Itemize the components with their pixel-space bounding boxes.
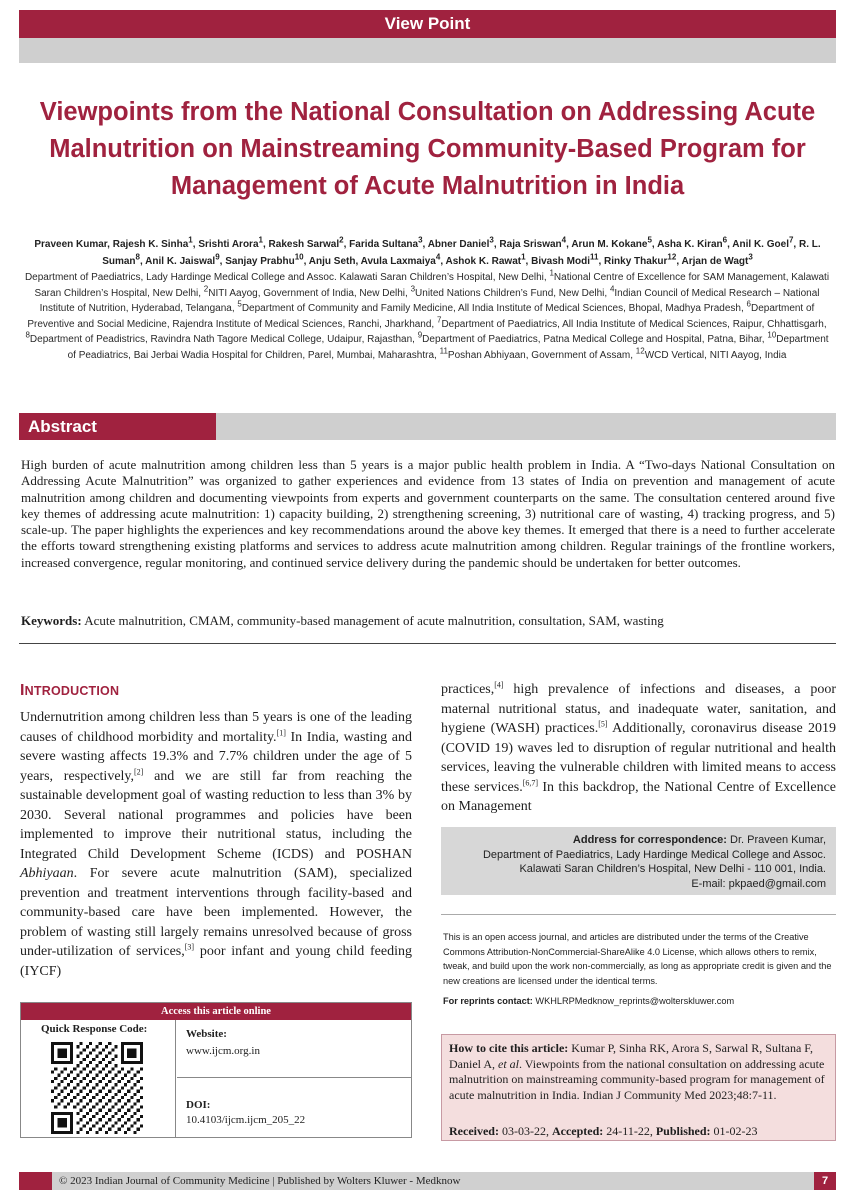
affiliation-item: Indian Council of Medical Research – National Institute of Nutrition, Hyderabad, Telangana, — [39, 287, 820, 315]
page-number: 7 — [814, 1172, 836, 1190]
affiliation-item: Department of Paediatrics, Patna Medical College and Hospital, Patna, Bihar, — [422, 334, 768, 346]
author-name: Anju Seth — [308, 256, 356, 267]
author-name: Raja Sriswan — [499, 239, 562, 250]
affiliation-item: Department of Preventive and Social Medicine, Rajendra Institute of Medical Sciences, Ranchi, Jharkhand, — [27, 303, 815, 330]
citation-ref[interactable]: [5] — [598, 719, 608, 729]
qr-cell — [21, 1020, 176, 1137]
correspondence-box: Address for correspondence: Dr. Praveen Kumar, Department of Paediatrics, Lady Hardinge Medical College and Assoc. Kalawati Saran Children’s Hospital, New Delhi - 110 001, India. E-mail: pkpaed@gmail.com — [441, 827, 836, 895]
affiliation-item: National Centre of Excellence for SAM Management, Kalawati Saran Children’s Hospital, New Delhi, — [34, 272, 830, 299]
affiliation-item: NITI Aayog, Government of India, New Delhi, — [208, 287, 411, 299]
divider — [19, 643, 836, 644]
affiliation-list: Department of Paediatrics, Lady Hardinge Medical College and Assoc. Kalawati Saran Children’s Hospital, New Delhi, $^1$National Centre of Excellence for SAM Management, Kalawati Saran Children’s Hospital, New Delhi, $^2$NITI Aayog, Government of India, New Delhi, $^3$United Nations Children’s Fund, New Delhi, $^4$Indian Council of Medical Research – National Institute of Nutrition, Hyderabad, Telangana, $^5$Department of Community and Family Medicine, All India Institute of Medical Sciences, Bhopal, Madhya Pradesh, $^6$Department of Preventive and Social Medicine, Rajendra Institute of Medical Sciences, Ranchi, Jharkhand, $^7$Department of Paediatrics, All India Institute of Medical Sciences, Raipur, Chhattisgarh, $^8$Department of Peadistrics, Ravindra Nath Tagore Medical College, Udaipur, Rajasthan, $^9$Department of Paediatrics, Patna Medical College and Hospital, Patna, Bihar, $^{10}$Department of Peadiatrics, Bai Jerbai Wadia Hospital for Children, Parel, Mumbai, Maharashtra, $^{11}$Poshan Abhiyaan, Government of Assam, $^{12}$WCD Vertical, NITI Aayog, India — [24, 268, 830, 361]
author-name: Ashok K. Rawat — [445, 256, 522, 267]
citation-box: How to cite this article: Kumar P, Sinha RK, Arora S, Sarwal R, Sultana F, Daniel A, et al. Viewpoints from the national consultation on addressing acute malnutrition on mainstreaming community-based program for management of acute malnutrition in India. Indian J Community Med 2023;48:7-11. Received: 03-03-22, Accepted: 24-11-22, Published: 01-02-23 — [441, 1034, 836, 1141]
intro-right-column: practices,[4] high prevalence of infections and diseases, a poor maternal nutritional status, and inadequate water, sanitation, and hygiene (WASH) practices.[5] Additionally, coronavirus disease 2019 (COVID 19) waves led to disruption of regular nutritional and health services, leaving the vulnerable children with limited means to access these services.[6,7] In this backdrop, the National Centre of Excellence on Management — [441, 680, 837, 814]
affiliation-item: Department of Paediatrics, Lady Hardinge Medical College and Assoc. Kalawati Saran Children’s Hospital, New Delhi, — [24, 272, 550, 283]
author-name: Arun M. Kokane — [571, 239, 648, 250]
access-box-header: Access this article online — [21, 1003, 411, 1020]
keywords — [21, 613, 835, 629]
keywords-label: Keywords: — [21, 613, 82, 628]
reprints-contact: For reprints contact: WKHLRPMedknow_reprints@wolterskluwer.com — [443, 996, 735, 1006]
citation-ref[interactable]: [6,7] — [522, 777, 539, 787]
license-text: This is an open access journal, and articles are distributed under the terms of the Creative Commons Attribution‑NonCommercial‑ShareAlike 4.0 License, which allows others to remix, tweak, and build upon the work non‑commercially, as long as appropriate credit is given and the new creations are licensed under the identical terms. — [443, 932, 832, 986]
author-name: Rakesh Sarwal — [268, 239, 340, 250]
keywords-text: Acute malnutrition, CMAM, community-based management of acute malnutrition, consultation, SAM, wasting — [84, 613, 664, 628]
author-name: R. L. Suman — [102, 239, 821, 267]
author-name: Asha K. Kiran — [657, 239, 723, 250]
article-dates: Received: 03-03-22, Accepted: 24-11-22, Published: 01-02-23 — [449, 1124, 758, 1138]
access-online-box — [20, 1002, 412, 1138]
intro-left-column: Undernutrition among children less than 5 years is one of the leading causes of childhood morbidity and mortality.[1] In India, wasting and severe wasting affects 19.3% and 7.7% children under the age of 5 years, respectively,[2] and we are still far from reaching the sustainable development goal of wasting reduction to less than 3% by 2030. Several national programmes and policies have been implemented to improve their nutritional status, including the Integrated Child Development Scheme (ICDS) and POSHAN Abhiyaan. For severe acute malnutrition (SAM), specialized prevention and treatment interventions through facility-based and community-based care have been implemented. However, the problem of wasting still largely remains unresolved because of gross under-utilization of services,[3] poor infant and young child feeding (IYCF) — [20, 710, 412, 979]
citation-ref[interactable]: [3] — [184, 942, 195, 952]
affiliation-item: Department of Peadiatrics, Bai Jerbai Wadia Hospital for Children, Parel, Mumbai, Maharashtra, — [67, 334, 829, 361]
cite-label: How to cite this article: — [449, 1041, 569, 1055]
correspondence-label: Address for correspondence: — [572, 834, 727, 846]
author-name: Anil K. Jaiswal — [145, 256, 216, 267]
author-name: Anil K. Goel — [732, 239, 789, 250]
page-footer — [19, 1172, 836, 1190]
abstract-bar — [19, 413, 836, 440]
affiliation-item: Department of Paediatrics, All India Institute of Medical Sciences, Raipur, Chhattisgarh, — [441, 318, 827, 330]
affiliation-item: Department of Community and Family Medicine, All India Institute of Medical Sciences, Bhopal, Madhya Pradesh, — [241, 303, 747, 315]
author-name: Avula Laxmaiya — [360, 256, 436, 267]
affiliation-item: United Nations Children’s Fund, New Delhi, — [415, 287, 610, 299]
footer-copyright: © 2023 Indian Journal of Community Medicine | Published by Wolters Kluwer - Medknow — [59, 1175, 461, 1187]
author-name: Rajesh K. Sinha — [112, 239, 189, 250]
author-name: Praveen Kumar — [34, 239, 108, 250]
section-banner — [19, 10, 836, 38]
footer-accent — [19, 1172, 52, 1190]
abstract-heading: Abstract — [19, 413, 216, 440]
author-name: Arjan de Wagt — [681, 256, 749, 267]
author-name: Farida Sultana — [349, 239, 419, 250]
reprints-email[interactable]: WKHLRPMedknow_reprints@wolterskluwer.com — [532, 996, 735, 1006]
citation-ref[interactable]: [1] — [276, 727, 286, 737]
qr-code-icon[interactable] — [51, 1042, 143, 1134]
author-name: Bivash Modi — [531, 256, 591, 267]
citation-ref[interactable]: [2] — [134, 766, 144, 776]
author-name: Abner Daniel — [427, 239, 490, 250]
website-cell — [177, 1020, 411, 1078]
qr-label: Quick Response Code: — [41, 1023, 148, 1035]
affiliation-item: Poshan Abhiyaan, Government of Assam, — [447, 349, 636, 361]
banner-grey-band — [19, 38, 836, 63]
abstract-text: High burden of acute malnutrition among children less than 5 years is a major public health problem in India. A “Two-days National Consultation on Addressing Acute Malnutrition” was organized to gather experiences and evidence from 13 states of India on prevention and management of acute malnutrition among children and documenting viewpoints from experts and government counterparts on the same. The consultation centered around five key themes of addressing acute malnutrition: 1) capacity building, 2) strengthening screening, 3) nutritional care of wasting, 4) tracking progress, and 5) scale-up. The paper highlights the experiences and key recommendations around the above key themes. It emerged that there is a need to further accelerate the efforts toward strengthening existing platforms and services to address acute malnutrition among children. Regular trainings of the frontline workers, increased convergence, regular monitoring, and continued service delivery during the pandemic should be undertaken for better outcomes. — [21, 457, 835, 570]
website-label: Website: — [186, 1028, 227, 1040]
website-link[interactable]: www.ijcm.org.in — [186, 1045, 260, 1057]
citation-ref[interactable]: [4] — [494, 680, 504, 690]
doi-label: DOI: — [186, 1099, 211, 1111]
affiliation-item: WCD Vertical, NITI Aayog, India — [644, 349, 787, 361]
author-name: Sanjay Prabhu — [225, 256, 295, 267]
doi-cell — [177, 1079, 411, 1137]
doi-link[interactable]: 10.4103/ijcm.ijcm_205_22 — [186, 1114, 306, 1126]
section-label: View Point — [384, 14, 471, 33]
author-name: Rinky Thakur — [604, 256, 668, 267]
author-list: Praveen Kumar, Rajesh K. Sinha$^1$, Srishti Arora$^1$, Rakesh Sarwal$^2$, Farida Sultana$^3$, Abner Daniel$^3$, Raja Sriswan$^4$, Arun M. Kokane$^5$, Asha K. Kiran$^6$, Anil K. Goel$^7$, R. L. Suman$^8$, Anil K. Jaiswal$^9$, Sanjay Prabhu$^{10}$, Anju Seth, Avula Laxmaiya$^4$, Ashok K. Rawat$^1$, Bivash Modi$^{11}$, Rinky Thakur$^{12}$, Arjan de Wagt$^3$ — [34, 235, 821, 267]
article-title: Viewpoints from the National Consultation on Addressing Acute Malnutrition on Mainstreaming Community-Based Program for Management of Acute Malnutrition in India — [39, 98, 816, 200]
affiliation-item: Department of Peadistrics, Ravindra Nath Tagore Medical College, Udaipur, Rajasthan, — [29, 334, 418, 346]
author-name: Srishti Arora — [198, 239, 259, 250]
divider — [441, 914, 836, 915]
introduction-heading: INTRODUCTION — [20, 682, 120, 699]
correspondence-email[interactable]: E-mail: pkpaed@gmail.com — [691, 877, 826, 890]
